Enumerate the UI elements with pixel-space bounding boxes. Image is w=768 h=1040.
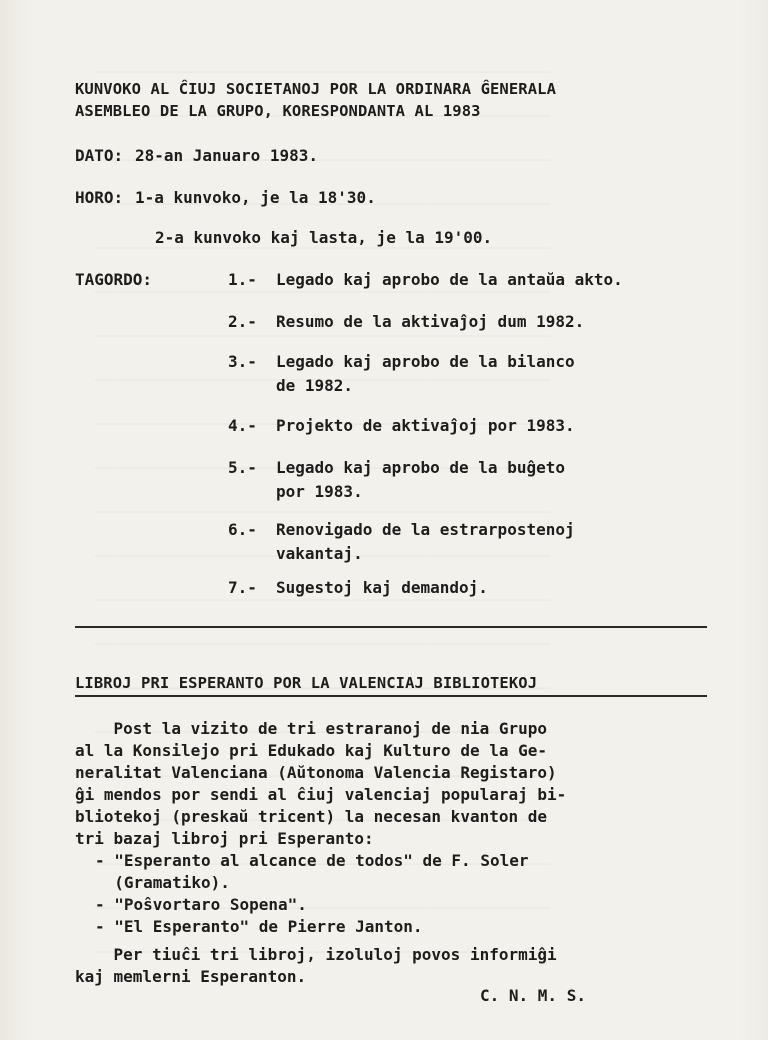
agenda-item: Renovigado de la estrarpostenoj vakantaj. <box>276 520 575 563</box>
agenda-item: Legado kaj aprobo de la bilanco de 1982. <box>276 352 575 395</box>
agenda-num: 7.- <box>228 578 257 597</box>
agenda-num: 1.- <box>228 270 257 289</box>
header-line-1: KUNVOKO AL ĈIUJ SOCIETANOJ POR LA ORDINARA ĜENERALA <box>75 80 557 98</box>
agenda-item: Sugestoj kaj demandoj. <box>276 578 488 597</box>
horo-first: 1-a kunvoko, je la 18'30. <box>135 188 376 207</box>
dato-value: 28-an Januaro 1983. <box>135 146 319 165</box>
horo-second: 2-a kunvoko kaj lasta, je la 19'00. <box>155 228 493 247</box>
section2-closing: Per tiuĉi tri libroj, izoluloj povos informiĝi kaj memlerni Esperanton. <box>75 945 557 986</box>
section2-title-underline <box>75 695 707 697</box>
header-line-2: ASEMBLEO DE LA GRUPO, KORESPONDANTA AL 1983 <box>75 102 481 120</box>
agenda-num: 4.- <box>228 416 257 435</box>
agenda-item: Projekto de aktivaĵoj por 1983. <box>276 416 575 435</box>
agenda-item: Legado kaj aprobo de la buĝeto por 1983. <box>276 458 565 501</box>
agenda-num: 5.- <box>228 458 257 477</box>
agenda-num: 6.- <box>228 520 257 539</box>
agenda-item: Legado kaj aprobo de la antaŭa akto. <box>276 270 623 289</box>
horo-label: HORO: <box>75 188 124 207</box>
agenda-num: 2.- <box>228 312 257 331</box>
section-divider <box>75 626 707 628</box>
section2-title: LIBROJ PRI ESPERANTO POR LA VALENCIAJ BIBLIOTEKOJ <box>75 674 538 692</box>
agenda-num: 3.- <box>228 352 257 371</box>
section2-paragraph: Post la vizito de tri estraranoj de nia Grupo al la Konsilejo pri Edukado kaj Kulturo de la Ge- neralitat Valenciana (Aŭtonoma Valencia Registaro) ĝi mendos por sendi al ĉiuj valenciaj popularaj bi- bliotekoj (preskaŭ tricent) la necesan kvanton de tri bazaj libroj pri Esperanto: - "Esperanto al alcance de todos" de F. Soler (Gramatiko). - "Poŝvortaro Sopena". - "El Esperanto" de Pierre Janton. <box>75 719 567 936</box>
signature: C. N. M. S. <box>480 986 586 1005</box>
dato-label: DATO: <box>75 146 124 165</box>
tagordo-label: TAGORDO: <box>75 270 153 289</box>
agenda-item: Resumo de la aktivaĵoj dum 1982. <box>276 312 585 331</box>
